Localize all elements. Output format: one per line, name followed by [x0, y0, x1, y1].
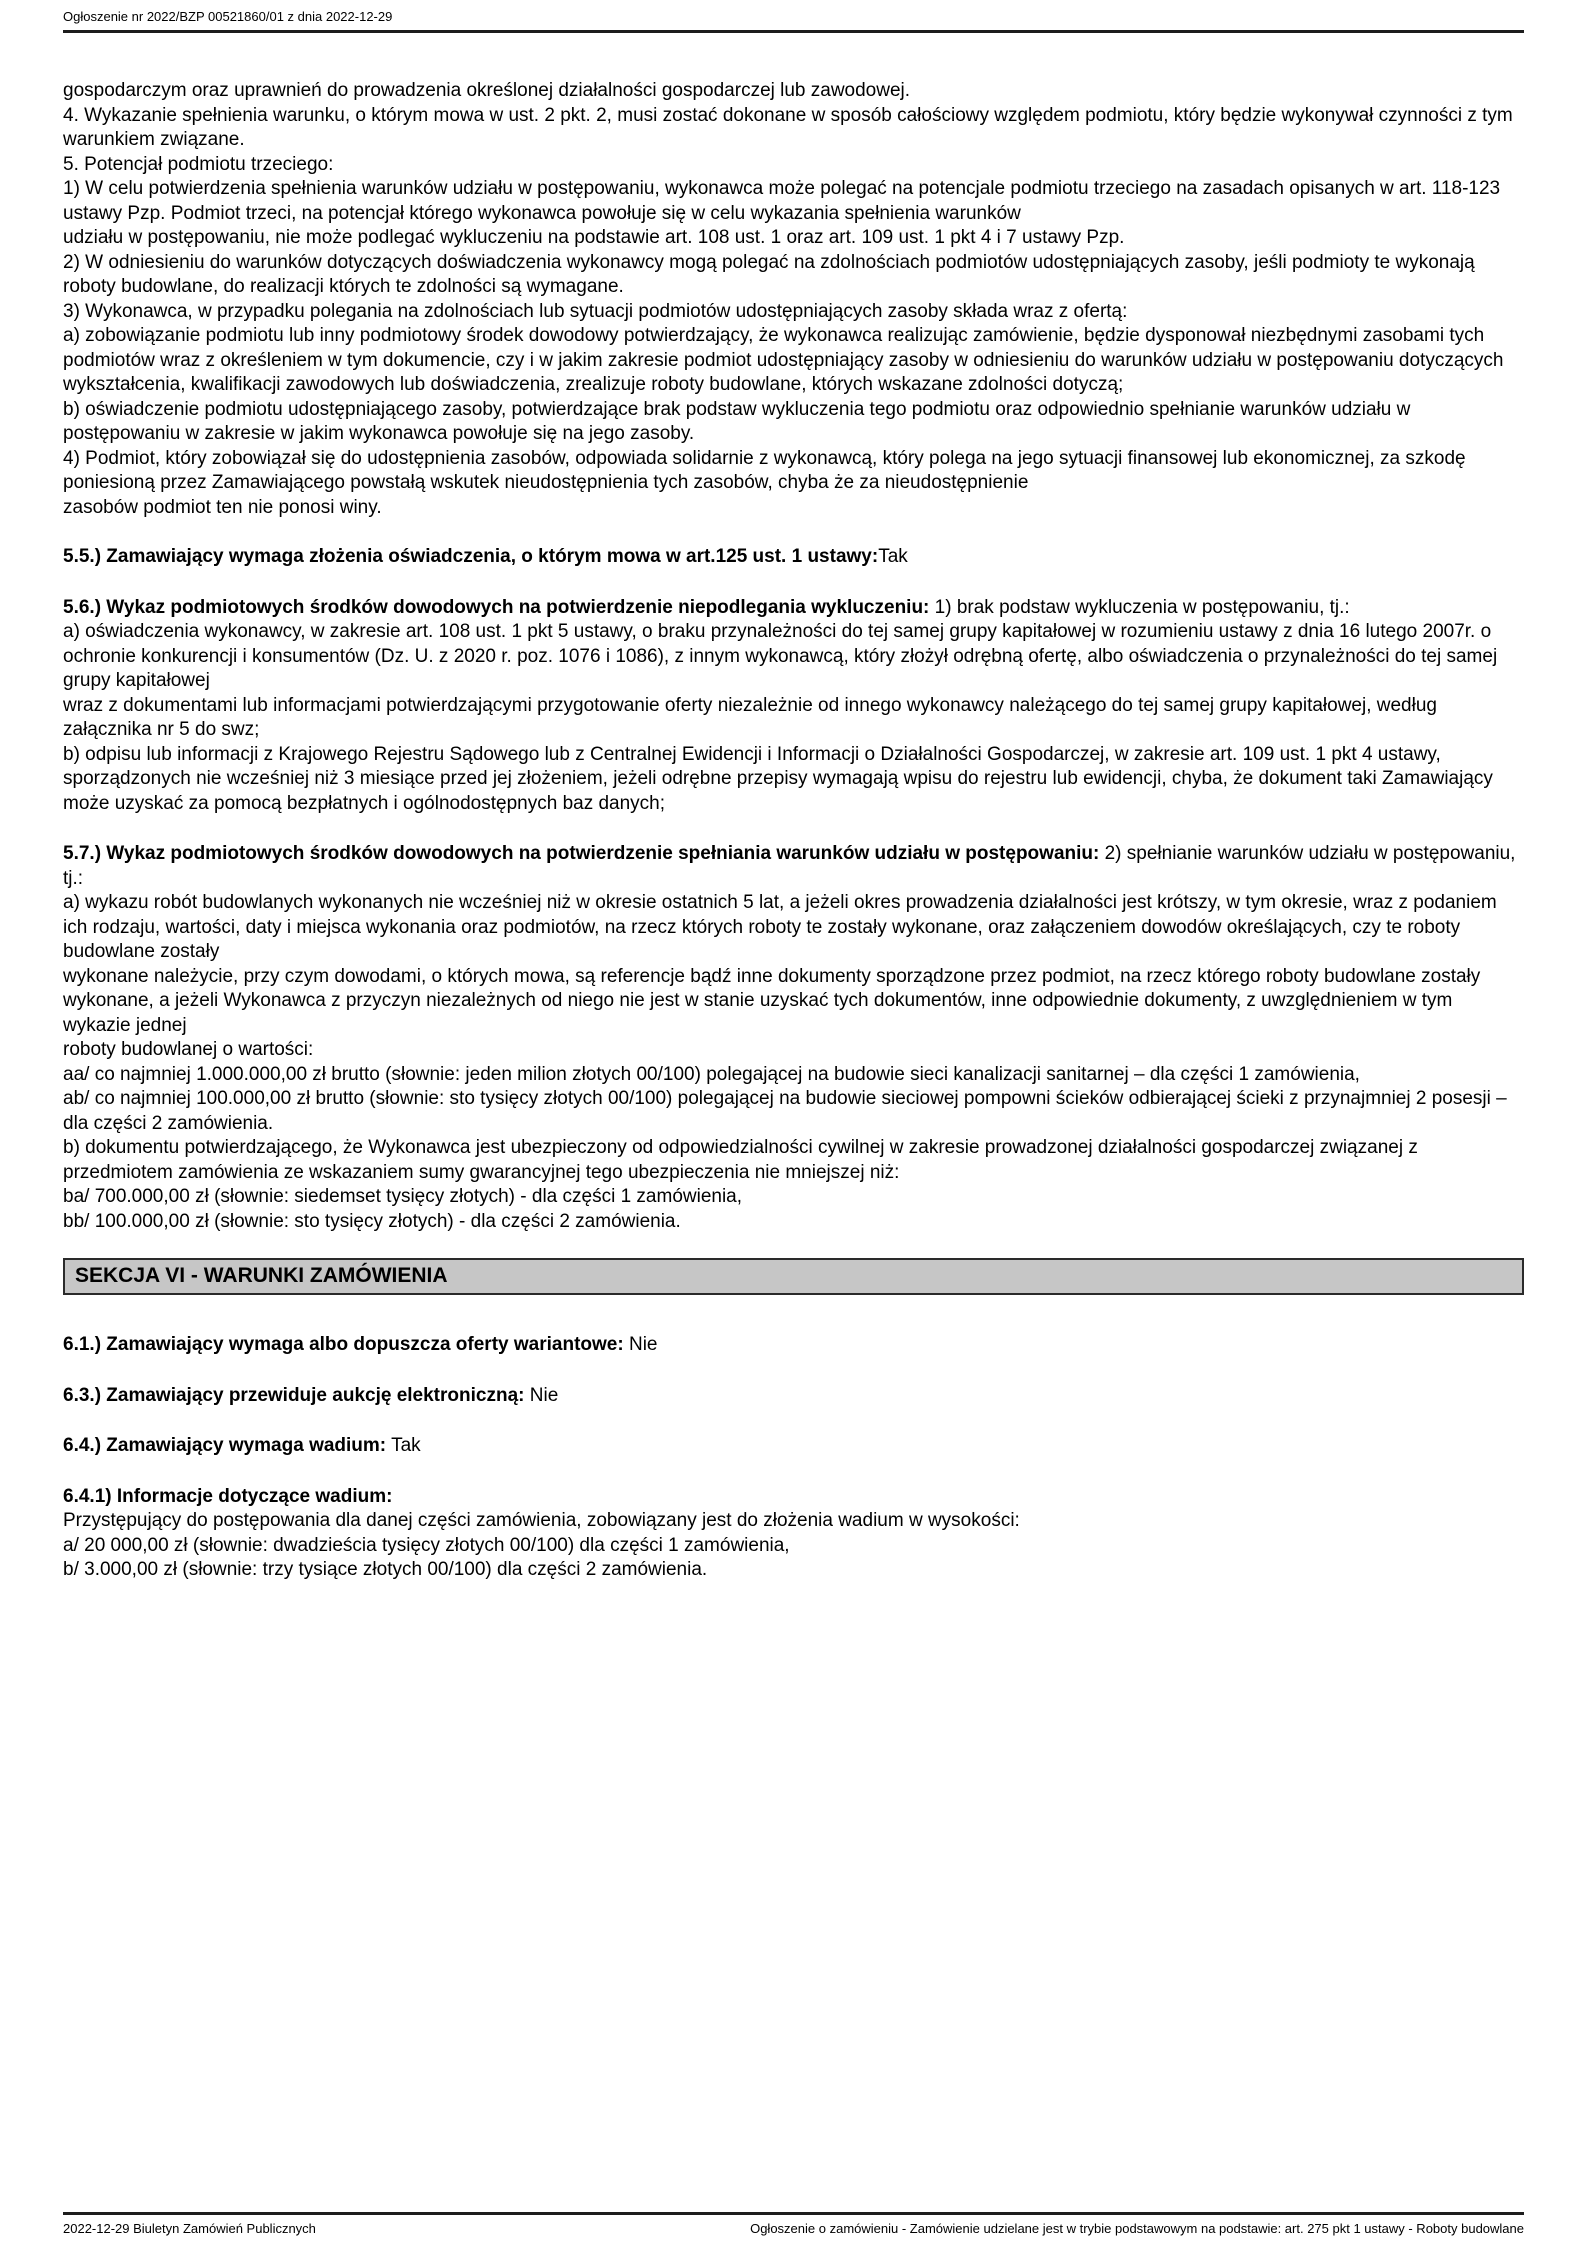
field-6-1-label: 6.1.) Zamawiający wymaga albo dopuszcza oferty wariantowe:: [63, 1334, 624, 1355]
text-line: roboty budowlanej o wartości:: [63, 1039, 314, 1060]
field-5-6-value: 1) brak podstaw wykluczenia w postępowaniu, tj.:: [929, 596, 1350, 618]
field-5-5-label: 5.5.) Zamawiający wymaga złożenia oświadczenia, o którym mowa w art.125 ust. 1 ustawy:: [63, 546, 879, 567]
field-6-3-value: Nie: [524, 1384, 559, 1406]
field-6-1-value: Nie: [623, 1334, 658, 1355]
footer-right-text: Ogłoszenie o zamówieniu - Zamówienie udzielane jest w trybie podstawowym na podstawie: art. 275 pkt 1 ustawy - Roboty budowlane: [750, 2221, 1524, 2236]
field-5-7-label: 5.7.) Wykaz podmiotowych środków dowodowych na potwierdzenie spełniania warunków udziału w postępowaniu:: [63, 843, 1100, 864]
field-5-6: [63, 596, 1524, 817]
page-header: [63, 9, 1524, 33]
text-line: b) oświadczenie podmiotu udostępniającego zasoby, potwierdzające brak podstaw wykluczenia tego podmiotu oraz odpowiednio spełnianie warunków udziału w postępowaniu w zakresie w jakim wykonawca powołuje się na jego zasoby.: [63, 398, 1411, 444]
field-5-5-value: Tak: [878, 546, 908, 567]
text-line: 5. Potencjał podmiotu trzeciego:: [63, 153, 334, 175]
field-5-6-label: 5.6.) Wykaz podmiotowych środków dowodowych na potwierdzenie niepodlegania wykluczeniu:: [63, 596, 930, 618]
footer-rule: [63, 2212, 1524, 2215]
field-5-6-heading-line: [63, 596, 1524, 621]
field-6-4-1-label: 6.4.1) Informacje dotyczące wadium:: [63, 1485, 393, 1507]
field-6-4-value: Tak: [386, 1435, 421, 1456]
text-line: wraz z dokumentami lub informacjami potwierdzającymi przygotowanie oferty niezależnie od innego wykonawcy należącego do tej samej grupy kapitałowej, według załącznika nr 5 do swz;: [63, 694, 1437, 740]
text-line: ba/ 700.000,00 zł (słownie: siedemset tysięcy złotych) - dla części 1 zamówienia,: [63, 1186, 743, 1207]
text-line: 4. Wykazanie spełnienia warunku, o którym mowa w ust. 2 pkt. 2, musi zostać dokonane w sposób całościowy względem podmiotu, który będzie wykonywał czynności z tym warunkiem związane.: [63, 104, 1513, 150]
announcement-number: Ogłoszenie nr 2022/BZP 00521860/01 z dnia 2022-12-29: [63, 9, 393, 24]
text-line: 2) W odniesieniu do warunków dotyczących doświadczenia wykonawcy mogą polegać na zdolnościach podmiotów udostępniających zasoby, jeśli podmioty te wykonają roboty budowlane, do realizacji których te zdolności są wymagane.: [63, 251, 1475, 297]
document-body: [63, 79, 1524, 1583]
text-line: a) oświadczenia wykonawcy, w zakresie art. 108 ust. 1 pkt 5 ustawy, o braku przynależności do tej samej grupy kapitałowej w rozumieniu ustawy z dnia 16 lutego 2007r. o ochronie konkurencji i konsumentów (Dz. U. z 2020 r. poz. 1076 i 1086), z innym wykonawcą, który złożył odrębną ofertę, albo oświadczenia o przynależności do tej samej grupy kapitałowej: [63, 621, 1498, 691]
text-line: zasobów podmiot ten nie ponosi winy.: [63, 496, 382, 518]
text-line: b) dokumentu potwierdzającego, że Wykonawca jest ubezpieczony od odpowiedzialności cywilnej w zakresie prowadzonej działalności gospodarczej związanej z przedmiotem zamówienia ze wskazaniem sumy gwarancyjnej tego ubezpieczenia nie mniejszej niż:: [63, 1137, 1418, 1183]
text-line: 3) Wykonawca, w przypadku polegania na zdolnościach lub sytuacji podmiotów udostępniających zasoby składa wraz z ofertą:: [63, 300, 1128, 322]
text-line: 4) Podmiot, który zobowiązał się do udostępnienia zasobów, odpowiada solidarnie z wykonawcą, który polega na jego sytuacji finansowej lub ekonomicznej, za szkodę poniesioną przez Zamawiającego powstałą wskutek nieudostępnienia tych zasobów, chyba że za nieudostępnienie: [63, 447, 1466, 493]
text-line: b) odpisu lub informacji z Krajowego Rejestru Sądowego lub z Centralnej Ewidencji i Informacji o Działalności Gospodarczej, w zakresie art. 109 ust. 1 pkt 4 ustawy, sporządzonych nie wcześniej niż 3 miesiące przed jej złożeniem, jeżeli odrębne przepisy wymagają wpisu do rejestru lub ewidencji, chyba, że dokument taki Zamawiający może uzyskać za pomocą bezpłatnych i ogólnodostępnych baz danych;: [63, 743, 1493, 814]
section-vi-title: SEKCJA VI - WARUNKI ZAMÓWIENIA: [75, 1264, 448, 1287]
text-line: aa/ co najmniej 1.000.000,00 zł brutto (słownie: jeden milion złotych 00/100) polegającej na budowie sieci kanalizacji sanitarnej – dla części 1 zamówienia,: [63, 1063, 1360, 1085]
page-footer: [63, 2212, 1524, 2237]
field-6-4-label: 6.4.) Zamawiający wymaga wadium:: [63, 1435, 387, 1456]
text-line: 1) W celu potwierdzenia spełnienia warunków udziału w postępowaniu, wykonawca może polegać na potencjale podmiotu trzeciego na zasadach opisanych w art. 118-123 ustawy Pzp. Podmiot trzeci, na potencjał którego wykonawca powołuje się w celu wykazania spełnienia warunków: [63, 178, 1501, 224]
text-line: wykształcenia, kwalifikacji zawodowych lub doświadczenia, zrealizuje roboty budowlane, których wskazane zdolności dotyczą;: [63, 374, 1124, 395]
field-6-4-1: [63, 1485, 1524, 1583]
text-line: gospodarczym oraz uprawnień do prowadzenia określonej działalności gospodarczej lub zawodowej.: [63, 80, 911, 101]
intro-paragraph: [63, 79, 1524, 520]
text-line: a) zobowiązanie podmiotu lub inny podmiotowy środek dowodowy potwierdzający, że wykonawca realizując zamówienie, będzie dysponował niezbędnymi zasobami tych podmiotów wraz z określeniem w tym dokumencie, czy i w jakim zakresie podmiot udostępniający zasoby w odniesieniu do warunków udziału w postępowaniu dotyczących: [63, 325, 1504, 371]
field-6-3-label: 6.3.) Zamawiający przewiduje aukcję elektroniczną:: [63, 1384, 525, 1406]
text-line: bb/ 100.000,00 zł (słownie: sto tysięcy złotych) - dla części 2 zamówienia.: [63, 1210, 681, 1232]
field-5-7: [63, 842, 1524, 1234]
field-5-7-heading-line: [63, 842, 1524, 891]
field-6-1: [63, 1333, 1524, 1358]
field-5-7-value: 2) spełnianie warunków udziału w postępowaniu, tj.:: [63, 843, 1516, 889]
field-6-4: [63, 1434, 1524, 1459]
text-line: udziału w postępowaniu, nie może podlegać wykluczeniu na podstawie art. 108 ust. 1 oraz art. 109 ust. 1 pkt 4 i 7 ustawy Pzp.: [63, 227, 1125, 248]
field-5-5: [63, 545, 1524, 570]
text-line: wykonane należycie, przy czym dowodami, o których mowa, są referencje bądź inne dokumenty sporządzone przez podmiot, na rzecz którego roboty budowlane zostały wykonane, a jeżeli Wykonawca z przyczyn niezależnych od niego nie jest w stanie uzyskać tych dokumentów, inne odpowiednie dokumenty, z uwzględnieniem w tym wykazie jednej: [63, 965, 1481, 1036]
text-line: a/ 20 000,00 zł (słownie: dwadzieścia tysięcy złotych 00/100) dla części 1 zamówienia,: [63, 1534, 790, 1556]
footer-left-text: 2022-12-29 Biuletyn Zamówień Publicznych: [63, 2221, 316, 2236]
field-6-3: [63, 1384, 1524, 1409]
header-rule: [63, 30, 1524, 33]
text-line: Przystępujący do postępowania dla danej części zamówienia, zobowiązany jest do złożenia wadium w wysokości:: [63, 1510, 1020, 1531]
text-line: b/ 3.000,00 zł (słownie: trzy tysiące złotych 00/100) dla części 2 zamówienia.: [63, 1559, 708, 1580]
footer-row: [63, 2221, 1524, 2237]
text-line: a) wykazu robót budowlanych wykonanych nie wcześniej niż w okresie ostatnich 5 lat, a jeżeli okres prowadzenia działalności jest krótszy, w tym okresie, wraz z podaniem ich rodzaju, wartości, daty i miejsca wykonania oraz podmiotów, na rzecz których roboty te zostały wykonane, oraz załączeniem dowodów określających, czy te roboty budowlane zostały: [63, 892, 1497, 962]
text-line: ab/ co najmniej 100.000,00 zł brutto (słownie: sto tysięcy złotych 00/100) polegającej na budowie sieciowej pompowni ścieków odbierającej ścieki z przynajmniej 2 posesji – dla części 2 zamówienia.: [63, 1088, 1507, 1134]
section-vi-header-bar: [63, 1258, 1524, 1295]
